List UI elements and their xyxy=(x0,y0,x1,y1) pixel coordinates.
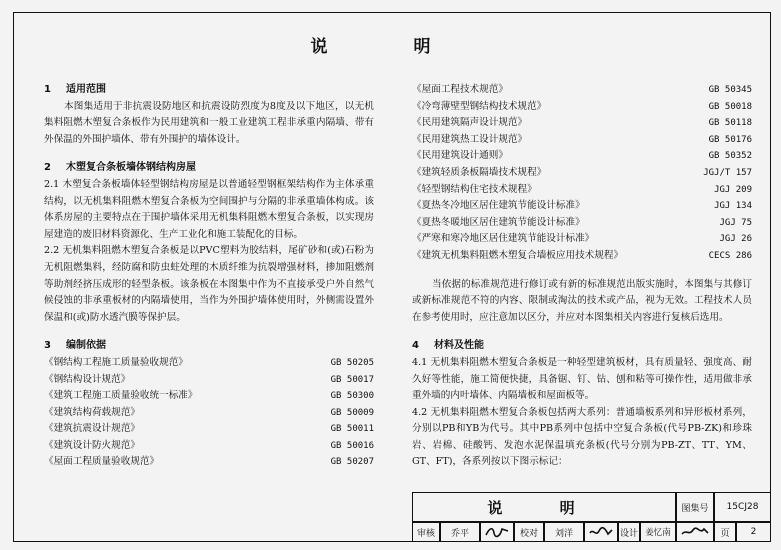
section-3-heading xyxy=(44,338,374,355)
check-signature xyxy=(584,522,618,542)
section-title: 编制依据 xyxy=(66,340,106,352)
review-signature-mark xyxy=(484,525,510,539)
standard-item xyxy=(44,388,374,405)
right-column xyxy=(412,82,752,471)
standard-code: JGJ 75 xyxy=(719,217,752,228)
standard-name: 《轻型钢结构住宅技术规程》 xyxy=(412,183,537,195)
standard-item xyxy=(412,248,752,265)
standard-name: 《民用建筑隔声设计规范》 xyxy=(412,117,528,129)
standard-item xyxy=(412,165,752,182)
standard-code: JGJ 209 xyxy=(714,184,752,195)
standard-item xyxy=(412,215,752,232)
standard-name: 《民用建筑热工设计规范》 xyxy=(412,133,528,145)
standard-item xyxy=(412,115,752,132)
left-column xyxy=(44,82,374,471)
section-4-2-text: 4.2 无机集料阻燃木塑复合条板包括两大系列：普通墙板系列和异形板材系列，分别以PB和YB为代号。其中PB系列中包括中空复合条板(代号PB-ZK)和珍珠岩、岩棉、硅酸钙、发泡水泥保温填充条板(代号分别为PB-ZT、TT、YM、GT、FT)，各系列按以下图示标记： xyxy=(412,406,752,468)
standard-item xyxy=(412,82,752,99)
design-signature xyxy=(676,522,714,542)
section-title: 材料及性能 xyxy=(434,340,484,352)
standards-list-right xyxy=(412,82,752,265)
standard-item xyxy=(44,438,374,455)
section-title: 适用范围 xyxy=(66,84,106,95)
standard-code: GB 50300 xyxy=(330,391,374,402)
standard-name: 《冷弯薄壁型钢结构技术规范》 xyxy=(412,100,547,112)
review-signature xyxy=(480,522,514,542)
page-title: 说 明 xyxy=(310,37,471,57)
atlas-number: 15CJ28 xyxy=(714,492,771,522)
standard-code: GB 50205 xyxy=(330,357,374,368)
section-number: 1 xyxy=(44,84,51,95)
section-4-heading xyxy=(412,338,752,355)
standard-code: GB 50207 xyxy=(330,457,374,468)
standard-code: GB 50118 xyxy=(708,118,752,129)
section-number: 3 xyxy=(44,340,51,352)
revision-note: 当依据的标准规范进行修订或有新的标准规范出版实施时，本图集与其修订或新标准规范不符的内容、限制或淘汰的技术或产品，视为无效。工程技术人员在参考使用时，应注意加以区分，并应对本图集相关内容进行复核后选用。 xyxy=(412,278,752,323)
standard-name: 《夏热冬冷地区居住建筑节能设计标准》 xyxy=(412,200,585,212)
standard-name: 《建筑轻质条板隔墙技术规程》 xyxy=(412,166,547,178)
section-1-heading xyxy=(44,82,374,99)
section-4-1-text: 4.1 无机集料阻燃木塑复合条板是一种轻型建筑板材，具有质量轻、强度高、耐久好等性能，施工简便快捷，具备锯、钉、钻、刨和粘等可操作性，适用做非承重外墙的内叶墙体、内隔墙板和屋面板等。 xyxy=(412,356,752,402)
section-2-1-text: 2.1 木塑复合条板墙体轻型钢结构房屋是以普通轻型钢框架结构作为主体承重结构，以无机集料阻燃木塑复合条板为空间围护与分隔的非承重墙体构成。该体系房屋的主要特点在于围护墙体采用无机集料阻燃木塑复合条板，以实现房屋建造的废旧材料资源化、生产工业化和施工装配化的目标。 xyxy=(44,178,374,240)
standard-item xyxy=(44,454,374,471)
standards-list-left xyxy=(44,355,374,471)
standard-name: 《严寒和寒冷地区居住建筑节能设计标准》 xyxy=(412,233,595,245)
standard-code: GB 50345 xyxy=(708,85,752,95)
standard-code: GB 50176 xyxy=(708,134,752,145)
standard-name: 《建筑结构荷载规范》 xyxy=(44,406,140,418)
design-name: 姜忆南 xyxy=(640,522,676,542)
standard-item xyxy=(412,231,752,248)
standard-name: 《屋面工程质量验收规范》 xyxy=(44,456,160,468)
standard-code: JGJ 26 xyxy=(719,234,752,245)
standard-code: GB 50016 xyxy=(330,440,374,451)
standard-name: 《夏热冬暖地区居住建筑节能设计标准》 xyxy=(412,216,585,228)
page-label: 页 xyxy=(714,522,736,542)
titleblock-name: 说 明 xyxy=(412,492,676,522)
section-number: 2 xyxy=(44,162,51,174)
standard-code: GB 50018 xyxy=(708,101,752,112)
review-label: 审核 xyxy=(412,522,440,542)
review-name: 乔平 xyxy=(440,522,480,542)
standard-item xyxy=(44,421,374,438)
section-number: 4 xyxy=(412,340,419,352)
standard-code: GB 50009 xyxy=(330,407,374,418)
standard-name: 《钢结构设计规范》 xyxy=(44,373,131,385)
standard-code: JGJ 134 xyxy=(714,201,752,212)
section-title: 木塑复合条板墙体钢结构房屋 xyxy=(66,162,196,174)
standard-name: 《建筑抗震设计规范》 xyxy=(44,423,140,435)
standard-item xyxy=(412,99,752,116)
standard-item xyxy=(44,405,374,422)
design-label: 设计 xyxy=(618,522,640,542)
standard-code: GB 50352 xyxy=(708,151,752,162)
section-2-heading xyxy=(44,160,374,177)
standard-name: 《钢结构工程施工质量验收规范》 xyxy=(44,356,188,368)
atlas-number-label: 图集号 xyxy=(676,492,714,522)
standard-name: 《建筑设计防火规范》 xyxy=(44,439,140,451)
standard-code: GB 50011 xyxy=(330,424,374,435)
standard-name: 《建筑无机集料阻燃木塑复合墙板应用技术规程》 xyxy=(412,249,624,261)
check-signature-mark xyxy=(588,525,614,539)
standard-item xyxy=(412,148,752,165)
section-1-text: 本图集适用于非抗震设防地区和抗震设防烈度为8度及以下地区，以无机集料阻燃木塑复合条板作为民用建筑和一般工业建筑工程非承重内隔墙、带有外保温的外围护墙体、带有外围护的墙体设计。 xyxy=(44,100,374,145)
standard-item xyxy=(412,182,752,199)
standard-item xyxy=(44,355,374,372)
check-name: 刘洋 xyxy=(544,522,584,542)
page-number: 2 xyxy=(736,522,771,542)
standard-item xyxy=(412,132,752,149)
standard-name: 《屋面工程技术规范》 xyxy=(412,84,508,95)
standard-code: GB 50017 xyxy=(330,374,374,385)
standard-item xyxy=(412,198,752,215)
check-label: 校对 xyxy=(514,522,544,542)
standard-name: 《建筑工程施工质量验收统一标准》 xyxy=(44,390,198,402)
design-signature-mark xyxy=(680,525,710,539)
standard-code: JGJ/T 157 xyxy=(703,167,752,178)
standard-item xyxy=(44,372,374,389)
standard-name: 《民用建筑设计通则》 xyxy=(412,150,508,162)
standard-code: CECS 286 xyxy=(708,250,752,261)
section-2-2-text: 2.2 无机集料阻燃木塑复合条板是以PVC塑料为胶结料，尾矿砂和(或)石粉为无机阻燃集料，经防腐和防虫蛀处理的木质纤维为抗裂增强材料，掺加阻燃剂等助剂经挤压成形的轻型条板。该条板在本图集中作为不直接承受户外自然气候侵蚀的非承重板材的内隔墙使用，当作为外围护墙体使用时，外侧需设置外保温和(或)防水透汽膜等保护层。 xyxy=(44,245,374,323)
